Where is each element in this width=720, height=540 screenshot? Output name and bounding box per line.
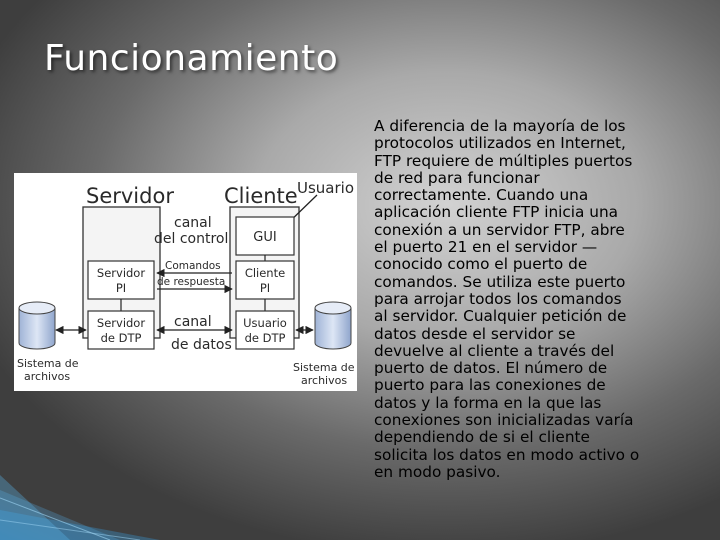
servidor-heading: Servidor [86, 184, 174, 208]
servidor-pi-label-1: Servidor [96, 266, 146, 280]
respuesta-label: de respuesta [157, 276, 226, 288]
servidor-pi-label-2: PI [115, 281, 127, 295]
servidor-dtp-label-2: de DTP [100, 331, 142, 345]
servidor-dtp-label-1: Servidor [96, 316, 146, 330]
usuario-dtp-label-2: de DTP [244, 331, 286, 345]
ftp-diagram [14, 173, 357, 391]
right-storage-cylinder [315, 302, 351, 349]
canal-control-label-1: canal [174, 215, 212, 231]
sistema-izq-label-1: Sistema de [17, 357, 79, 370]
canal-control-label-2: del control [154, 231, 229, 247]
gui-label: GUI [253, 230, 277, 245]
canal-datos-label-1: canal [174, 314, 212, 330]
corner-decoration [0, 450, 170, 540]
cliente-heading: Cliente [224, 184, 298, 208]
usuario-label: Usuario [297, 179, 355, 197]
sistema-der-label-2: archivos [301, 374, 348, 387]
body-paragraph: A diferencia de la mayoría de los protocolos utilizados en Internet, FTP requiere de múltiples puertos de red para funcionar correctamente. Cuando una aplicación cliente FTP inicia una conexión a un servidor FTP, abre el puerto 21 en el servidor — conocido como el puerto de comandos. Se utiliza este puerto para arrojar todos los comandos al servidor. Cualquier petición de datos desde el servidor se devuelve al cliente a través del puerto de datos. El número de puerto para las conexiones de datos y la forma en la que las conexiones son inicializadas varía dependiendo de si el cliente solicita los datos en modo activo o en modo pasivo. [374, 117, 640, 481]
cliente-pi-label-1: Cliente [244, 266, 286, 280]
ftp-diagram-svg [14, 173, 357, 391]
usuario-dtp-label-1: Usuario [243, 316, 287, 330]
comandos-label: Comandos [165, 260, 221, 272]
cliente-pi-label-2: PI [259, 281, 271, 295]
slide-title: Funcionamiento [44, 38, 339, 79]
canal-datos-label-2: de datos [171, 337, 232, 353]
sistema-der-label-1: Sistema de [293, 361, 355, 374]
sistema-izq-label-2: archivos [24, 370, 71, 383]
left-storage-cylinder [19, 302, 55, 349]
